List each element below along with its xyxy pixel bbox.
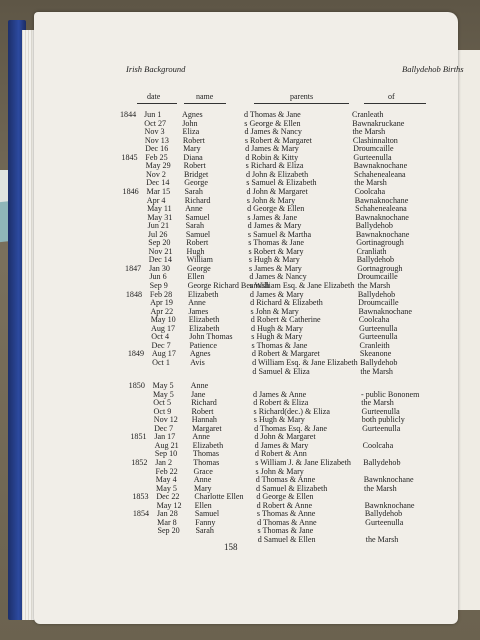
entry-parents: s Thomas & Anne (256, 509, 316, 519)
entry-of: both publicly (361, 415, 405, 425)
entry-date: May 4 (155, 475, 177, 485)
entry-name: Avis (190, 357, 205, 367)
entry-of: the Marsh (364, 483, 397, 493)
entry-parents: s William J. & Jane Elizabeth (255, 458, 351, 467)
entry-parents: s Hugh & Mary (251, 332, 303, 342)
entry-name: Sarah (184, 186, 203, 196)
entry-of: Ballydehob (356, 255, 395, 265)
entry-date: May 5 (156, 483, 177, 493)
entry-parents: s John & Mary (250, 306, 299, 316)
entry-name: George (187, 263, 211, 273)
entry-parents: d Robert & Margaret (251, 349, 320, 359)
entry-of: Ballydehob (364, 509, 403, 519)
entry-of: Bawnknochane (363, 475, 414, 485)
entry-name: James (188, 306, 209, 316)
column-header-date: date (147, 92, 161, 101)
births-register (34, 12, 458, 624)
entry-of: the Marsh (360, 366, 393, 376)
entry-date: Nov 2 (145, 169, 166, 179)
page-number: 158 (224, 542, 238, 552)
entry-parents: s Thomas & Jane (251, 340, 308, 350)
entry-parents: d Robert & Catherine (250, 315, 321, 325)
entry-of: Ballydehob (355, 221, 393, 231)
entry-date: Nov 12 (153, 415, 178, 425)
entry-parents: s Hugh & Mary (253, 415, 305, 425)
entry-date: Apr 4 (146, 195, 166, 205)
entry-of: Bawnakruckane (352, 118, 405, 128)
entry-year: 1854 (132, 509, 150, 519)
entry-name: Charlotte Ellen (194, 492, 244, 502)
entry-date: Oct 9 (153, 406, 172, 416)
entry-year: 1847 (125, 263, 142, 273)
entry-of: Droumcaille (357, 272, 398, 282)
entry-of: Gurteenulla (361, 406, 400, 416)
entry-parents: d Samuel & Eliza (252, 366, 310, 376)
entry-name: Robert (182, 135, 205, 145)
entry-of: the Marsh (365, 534, 399, 544)
entry-date: Mar 15 (146, 186, 171, 196)
entry-parents: s Samuel & Elizabeth (246, 178, 317, 188)
entry-parents: d James & Mary (245, 144, 299, 154)
entry-name: Anne (190, 381, 209, 391)
entry-name: Elizabeth (189, 323, 220, 333)
entry-of: Bawnaknochane (353, 161, 408, 171)
entry-parents: d James & Anne (252, 389, 307, 399)
entry-name: George Richard Beamish (187, 281, 270, 290)
entry-date: Jan 17 (154, 432, 176, 442)
entry-of: Gortinagrough (356, 238, 404, 248)
entry-of: - public Bononem (360, 389, 420, 399)
entry-name: Hugh (186, 246, 205, 256)
entry-name: Bridget (183, 169, 209, 179)
entry-name: Grace (193, 466, 213, 476)
entry-date: Feb 22 (155, 466, 178, 476)
entry-of: Ballydehob (360, 357, 398, 367)
entry-parents: s James & Mary (249, 263, 302, 273)
entry-date: May 12 (156, 500, 182, 510)
entry-parents: d Samuel & Ellen (257, 534, 316, 544)
entry-name: Patience (189, 340, 217, 350)
entry-date: Sep 10 (154, 449, 178, 459)
entry-name: Elizabeth (187, 289, 219, 299)
entry-date: Dec 22 (156, 492, 180, 502)
entry-of: Cranliath (356, 246, 387, 256)
column-header-of: of (388, 92, 395, 101)
entry-of: Coolcaha (354, 186, 386, 196)
entry-year: 1851 (130, 432, 147, 442)
entry-name: Anne (185, 204, 203, 214)
entry-date: May 5 (152, 389, 174, 399)
entry-parents: d John & Margaret (246, 186, 308, 196)
entry-name: Ellen (187, 272, 205, 282)
entry-name: Anne (193, 475, 212, 485)
entry-of: the Marsh (352, 127, 386, 137)
entry-parents: d Robert & Anne (256, 500, 313, 510)
entry-parents: s Richard(dec.) & Eliza (253, 406, 330, 416)
entry-name: John Thomas (189, 332, 233, 342)
entry-parents: d Richard & Elizabeth (250, 298, 323, 308)
entry-parents: d John & Elizabeth (245, 169, 309, 179)
entry-date: Dec 14 (146, 178, 170, 188)
entry-date: Oct 27 (144, 118, 167, 128)
entry-name: Robert (191, 406, 214, 416)
entry-name: Agnes (182, 110, 203, 119)
entry-name: Elizabeth (192, 440, 224, 450)
entry-date: Oct 5 (153, 398, 171, 408)
entry-of: Ballydehob (357, 289, 396, 299)
entry-date: May 29 (145, 161, 171, 171)
entry-parents: s Thomas & Jane (248, 238, 305, 248)
entry-parents: d Hugh & Mary (251, 323, 303, 333)
entry-date: Feb 25 (145, 152, 168, 162)
running-head-right: Ballydehob Births (402, 64, 464, 74)
entry-date: Jan 30 (149, 263, 170, 273)
entry-name: Elizabeth (188, 315, 220, 325)
entry-date: Jan 28 (156, 509, 178, 519)
entry-name: Samuel (194, 509, 220, 519)
book-page (34, 12, 464, 624)
entry-date: Dec 14 (148, 255, 172, 265)
entry-date: Dec 7 (151, 340, 171, 350)
entry-parents: d George & Ellen (247, 204, 305, 214)
running-head-left: Irish Background (126, 64, 186, 74)
entry-date: Nov 3 (144, 127, 165, 137)
entry-name: John (182, 118, 198, 128)
entry-of: Cranleith (359, 340, 390, 350)
entry-year: 1850 (128, 381, 145, 391)
entry-name: Thomas (192, 449, 219, 459)
entry-of: Schahenealeana (355, 204, 407, 214)
entry-year: 1853 (132, 492, 149, 502)
entry-name: Thomas (193, 458, 220, 467)
entry-parents: d James & Nancy (244, 127, 302, 137)
entry-name: Samuel (185, 229, 211, 239)
entry-name: Anne (188, 298, 206, 308)
entry-parents: s Thomas & Jane (257, 526, 314, 536)
entry-name: Robert (186, 238, 209, 248)
entry-date: Sep 9 (149, 281, 168, 290)
entry-date: Dec 16 (145, 144, 169, 154)
entry-name: Richard (184, 195, 211, 205)
entry-of: the Marsh (357, 281, 391, 290)
entry-of: Bawnaknochane (355, 212, 409, 222)
entry-date: Oct 4 (151, 332, 170, 342)
entry-parents: d Robert & Ann (254, 449, 307, 459)
entry-date: Apr 19 (150, 298, 173, 308)
entry-parents: s Robert & Margaret (244, 135, 312, 145)
entry-parents: s Richard & Eliza (245, 161, 304, 171)
entry-date: Aug 21 (154, 440, 179, 450)
entry-parents: d James & Nancy (249, 272, 307, 282)
entry-of: Bawnaknochane (355, 229, 410, 239)
entry-parents: d William Esq. & Jane Elizabeth (252, 357, 358, 367)
entry-of: Skeanone (359, 349, 392, 359)
entry-name: Samuel (185, 212, 210, 222)
entry-name: William (186, 255, 213, 265)
entry-date: Oct 1 (152, 357, 170, 367)
entry-parents: d Thomas & Anne (257, 517, 317, 527)
entry-parents: d Robert & Eliza (253, 398, 309, 408)
entry-name: Mary (194, 483, 212, 493)
entry-of: the Marsh (354, 178, 387, 188)
column-header-parents: parents (290, 92, 314, 101)
entry-of: Gurteenulla (365, 517, 404, 527)
entry-of: Ballydehob (363, 458, 401, 467)
entry-parents: d James & Mary (247, 221, 302, 231)
entry-date: Aug 17 (151, 323, 176, 333)
entry-name: Agnes (189, 349, 211, 359)
column-header-name: name (196, 92, 214, 101)
entry-name: Sarah (195, 526, 214, 536)
entry-parents: d Thomas Esq. & Jane (254, 423, 327, 433)
entry-date: Nov 21 (148, 246, 173, 256)
entry-name: Robert (183, 161, 206, 171)
entry-name: Richard (191, 398, 217, 408)
entry-year: 1849 (127, 349, 145, 359)
entry-parents: s Robert & Mary (248, 246, 304, 256)
entry-date: May 10 (150, 315, 176, 325)
entry-parents: d James & Mary (249, 289, 304, 299)
entry-of: Droumcaille (353, 144, 394, 154)
entry-of: Gurteenulla (359, 323, 398, 333)
entry-of: Gurteenulla (353, 152, 392, 162)
entry-date: Dec 7 (154, 423, 174, 433)
entry-name: Hannah (191, 415, 217, 425)
entry-date: Jun 1 (144, 110, 162, 119)
entry-name: Ellen (194, 500, 212, 510)
entry-date: May 31 (147, 212, 173, 222)
entry-parents: d Samuel & Elizabeth (256, 483, 328, 493)
entry-name: Eliza (182, 127, 200, 137)
entry-date: Feb 28 (149, 289, 173, 299)
entry-year: 1844 (120, 110, 137, 119)
entry-parents: d George & Ellen (256, 492, 314, 502)
entry-name: George (184, 178, 208, 188)
entry-name: Diana (183, 152, 203, 162)
entry-name: Sarah (185, 221, 205, 231)
entry-of: Bawnaknochane (354, 195, 409, 205)
entry-date: Nov 13 (144, 135, 169, 145)
entry-parents: d James & Mary (254, 440, 309, 450)
entry-parents: s John & Mary (255, 466, 304, 476)
entry-parents: s Hugh & Mary (248, 255, 300, 265)
entry-of: Schahenealeana (353, 169, 406, 179)
entry-date: May 5 (152, 381, 174, 391)
entry-of: Gurteenulla (362, 423, 401, 433)
entry-of: Bawnaknochane (358, 306, 412, 316)
entry-parents: d Thomas & Anne (255, 475, 316, 485)
entry-name: Anne (192, 432, 210, 442)
entry-date: Jun 21 (147, 221, 169, 231)
entry-date: Aug 17 (151, 349, 176, 359)
entry-name: Mary (183, 144, 201, 154)
entry-date: Jan 2 (155, 458, 173, 467)
entry-date: Apr 22 (150, 306, 174, 316)
entry-of: Gurteenulla (359, 332, 398, 342)
entry-parents: s John & Mary (246, 195, 296, 205)
entry-date: Sep 20 (148, 238, 171, 248)
entry-of: Gortnagrough (357, 263, 403, 273)
entry-date: Jun 6 (149, 272, 167, 282)
entry-parents: s Samuel & Martha (247, 229, 312, 239)
entry-year: 1845 (121, 152, 138, 162)
entry-of: Coolcaha (358, 315, 390, 325)
entry-parents: s George & Ellen (244, 118, 301, 128)
entry-date: Jul 26 (147, 229, 168, 239)
entry-parents: d Robin & Kitty (245, 152, 299, 162)
entry-name: Margaret (192, 423, 222, 433)
entry-date: Mar 8 (157, 517, 177, 527)
entry-year: 1846 (122, 186, 139, 196)
entry-of: Bawnknochane (364, 500, 415, 510)
entry-name: Jane (190, 389, 206, 399)
entry-of: Coolcaha (362, 440, 394, 450)
entry-parents: s William Esq. & Jane Elizabeth (249, 281, 355, 290)
entry-of: Droumcaille (358, 298, 399, 308)
entry-name: Fanny (195, 517, 216, 527)
entry-parents: d John & Margaret (254, 432, 316, 442)
entry-of: Clashinnalton (352, 135, 398, 145)
entry-of: the Marsh (361, 398, 394, 408)
entry-parents: d Thomas & Jane (244, 110, 301, 119)
entry-date: May 11 (147, 204, 172, 214)
entry-year: 1848 (125, 289, 143, 299)
entry-of: Cranleath (352, 110, 384, 119)
entry-year: 1852 (131, 458, 148, 467)
entry-date: Sep 20 (157, 526, 180, 536)
entry-parents: s James & Jane (247, 212, 298, 222)
